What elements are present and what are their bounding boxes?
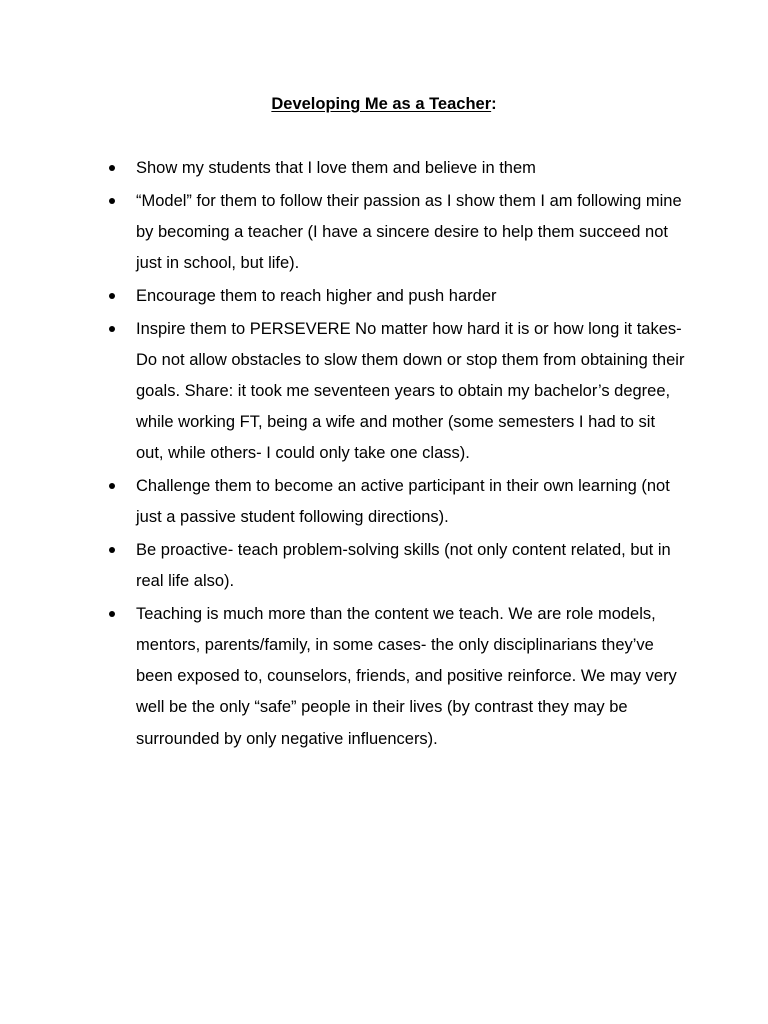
bullet-icon [109, 483, 115, 489]
list-item-text: Challenge them to become an active participant in their own learning (not just a passive student following directions). [136, 477, 670, 527]
page-title-colon: : [491, 95, 497, 113]
list-item [106, 535, 686, 597]
list-item [106, 281, 686, 312]
list-item-text: “Model” for them to follow their passion as I show them I am following mine by becoming a teacher (I have a sincere desire to help them succeed not just in school, but life). [136, 191, 682, 273]
list-item [106, 471, 686, 533]
list-item [106, 599, 686, 755]
bullet-list [106, 153, 686, 756]
bullet-icon [109, 547, 115, 553]
list-item [106, 153, 686, 184]
page-title-text: Developing Me as a Teacher [271, 95, 492, 113]
list-item [106, 186, 686, 280]
page-title [0, 93, 768, 115]
bullet-icon [109, 165, 115, 171]
bullet-icon [109, 326, 115, 332]
list-item [106, 314, 686, 470]
bullet-icon [109, 198, 115, 204]
list-item-text: Inspire them to PERSEVERE No matter how hard it is or how long it takes- Do not allow obstacles to slow them down or stop them from obtaining their goals. Share: it took me seventeen years to obtain my bachelor’s degree, while working FT, being a wife and mother (some semesters I had to sit out, while others- I could only take one class). [136, 319, 685, 463]
bullet-icon [109, 293, 115, 299]
list-item-text: Show my students that I love them and believe in them [136, 159, 536, 177]
list-item-text: Be proactive- teach problem-solving skills (not only content related, but in real life also). [136, 540, 671, 591]
list-item-text: Encourage them to reach higher and push harder [136, 286, 497, 305]
list-item-text: Teaching is much more than the content we teach. We are role models, mentors, parents/family, in some cases- the only disciplinarians they’ve been exposed to, counselors, friends, and positive reinforce. We may very well be the only “safe” people in their lives (by contrast they may be surrounded by only negative influencers). [136, 604, 677, 748]
bullet-icon [109, 611, 115, 617]
